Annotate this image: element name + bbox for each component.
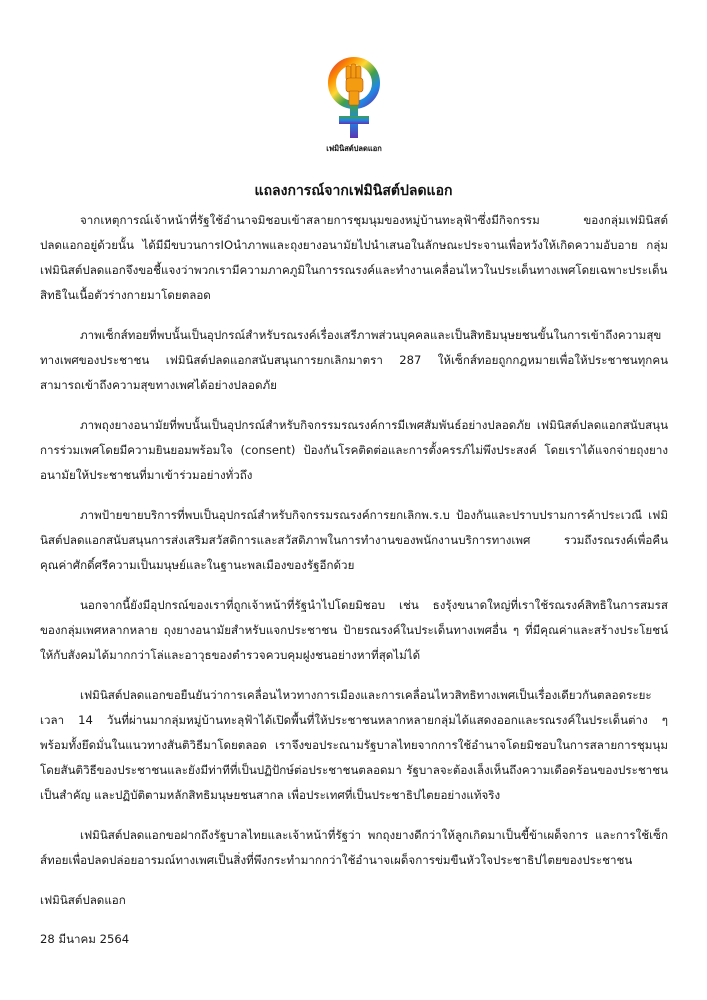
organization-logo	[318, 54, 390, 158]
paragraph: เฟมินิสต์ปลดแอกขอยืนยันว่าการเคลื่อนไหวทางการเมืองและการเคลื่อนไหวสิทธิทางเพศเป็นเรื่องเดียวกันตลอดระยะเวลา 14 วันที่ผ่านมากลุ่มหมู่บ้านทะลุฟ้าได้เปิดพื้นที่ให้ประชาชนหลากหลายกลุ่มได้แสดงออกและรณรงค์ในประเด็นต่าง ๆ พร้อมทั้งยึดมั่นในแนวทางสันติวิธีมาโดยตลอด เราจึงขอประณามรัฐบาลไทยจากการใช้อำนาจโดยมิชอบในการสลายการชุมนุมโดยสันติวิธีของประชาชนและยังมีท่าทีที่เป็นปฏิปักษ์ต่อประชาชนตลอดมา รัฐบาลจะต้องเล็งเห็นถึงความเดือดร้อนของประชาชนเป็นสำคัญ และปฏิบัติตามหลักสิทธิมนุษยชนสากล เพื่อประเทศที่เป็นประชาธิปไตยอย่างแท้จริง	[40, 688, 668, 802]
paragraph: จากเหตุการณ์เจ้าหน้าที่รัฐใช้อำนาจมิชอบเข้าสลายการชุมนุมของหมู่บ้านทะลุฟ้าซึ่งมีกิจกรรม ของกลุ่มเฟมินิสต์ปลดแอกอยู่ด้วยนั้น ได้มีมีขบวนการIOนำภาพและถุงยางอนามัยไปนำเสนอในลักษณะประจานเพื่อหวังให้เกิดความอับอาย กลุ่มเฟมินิสต์ปลดแอกจึงขอชี้แจงว่าพวกเรามีความภาคภูมิในการรณรงค์และทำงานเคลื่อนไหวในประเด็นทางเพศโดยเฉพาะประเด็นสิทธิในเนื้อตัวร่างกายมาโดยตลอด	[40, 213, 668, 302]
paragraph: ภาพถุงยางอนามัยที่พบนั้นเป็นอุปกรณ์สำหรับกิจกรรมรณรงค์การมีเพศสัมพันธ์อย่างปลอดภัย เฟมินิสต์ปลดแอกสนับสนุนการร่วมเพศโดยมีความยินยอมพร้อมใจ (consent) ป้องกันโรคติดต่อและการตั้งครรภ์ไม่พึงประสงค์ โดยเราได้แจกจ่ายถุงยางอนามัยให้ประชาชนที่มาเข้าร่วมอย่างทั่วถึง	[40, 418, 668, 482]
paragraph: ภาพป้ายขายบริการที่พบเป็นอุปกรณ์สำหรับกิจกรรมรณรงค์การยกเลิกพ.ร.บ ป้องกันและปราบปรามการค้าประเวณี เฟมินิสต์ปลดแอกสนับสนุนการส่งเสริมสวัสดิการและสวัสดิภาพในการทำงานของพนักงานบริการทางเพศ รวมถึงรณรงค์เพื่อคืนคุณค่าศักดิ์ศรีความเป็นมนุษย์และในฐานะพลเมืองของรัฐอีกด้วย	[40, 508, 668, 572]
statement-body	[40, 208, 668, 952]
statement-title: แถลงการณ์จากเฟมินิสต์ปลดแอก	[254, 183, 453, 199]
paragraph: ภาพเซ็กส์ทอยที่พบนั้นเป็นอุปกรณ์สำหรับรณรงค์เรื่องเสรีภาพส่วนบุคคลและเป็นสิทธิมนุษยชนขั้นในการเข้าถึงความสุขทางเพศของประชาชน เฟมินิสต์ปลดแอกสนับสนุนการยกเลิกมาตรา 287 ให้เซ็กส์ทอยถูกกฎหมายเพื่อให้ประชาชนทุกคนสามารถเข้าถึงความสุขทางเพศได้อย่างปลอดภัย	[40, 328, 668, 392]
statement-date: 28 มีนาคม 2564	[40, 932, 130, 946]
paragraph: นอกจากนี้ยังมีอุปกรณ์ของเราที่ถูกเจ้าหน้าที่รัฐนำไปโดยมิชอบ เช่น ธงรุ้งขนาดใหญ่ที่เราใช้รณรงค์สิทธิในการสมรสของกลุ่มเพศหลากหลาย ถุงยางอนามัยสำหรับแจกประชาชน ป้ายรณรงค์ในประเด็นทางเพศอื่น ๆ ที่มีคุณค่าและสร้างประโยชน์ให้กับสังคมได้มากกว่าโล่และอาวุธของตำรวจควบคุมฝูงชนอย่างหาที่สุดไม่ได้	[40, 598, 668, 662]
paragraph: เฟมินิสต์ปลดแอกขอฝากถึงรัฐบาลไทยและเจ้าหน้าที่รัฐว่า พกถุงยางดีกว่าให้ลูกเกิดมาเป็นขี้ข้าเผด็จการ และการใช้เซ็กส์ทอยเพื่อปลดปล่อยอารมณ์ทางเพศเป็นสิ่งที่พึงกระทำมากกว่าใช้อำนาจเผด็จการข่มขืนหัวใจประชาธิปไตยของประชาชน	[40, 828, 668, 867]
logo-caption: เฟมินิสต์ปลดแอก	[326, 144, 382, 153]
signature: เฟมินิสต์ปลดแอก	[40, 893, 126, 907]
raised-fist-venus-icon	[321, 54, 387, 142]
